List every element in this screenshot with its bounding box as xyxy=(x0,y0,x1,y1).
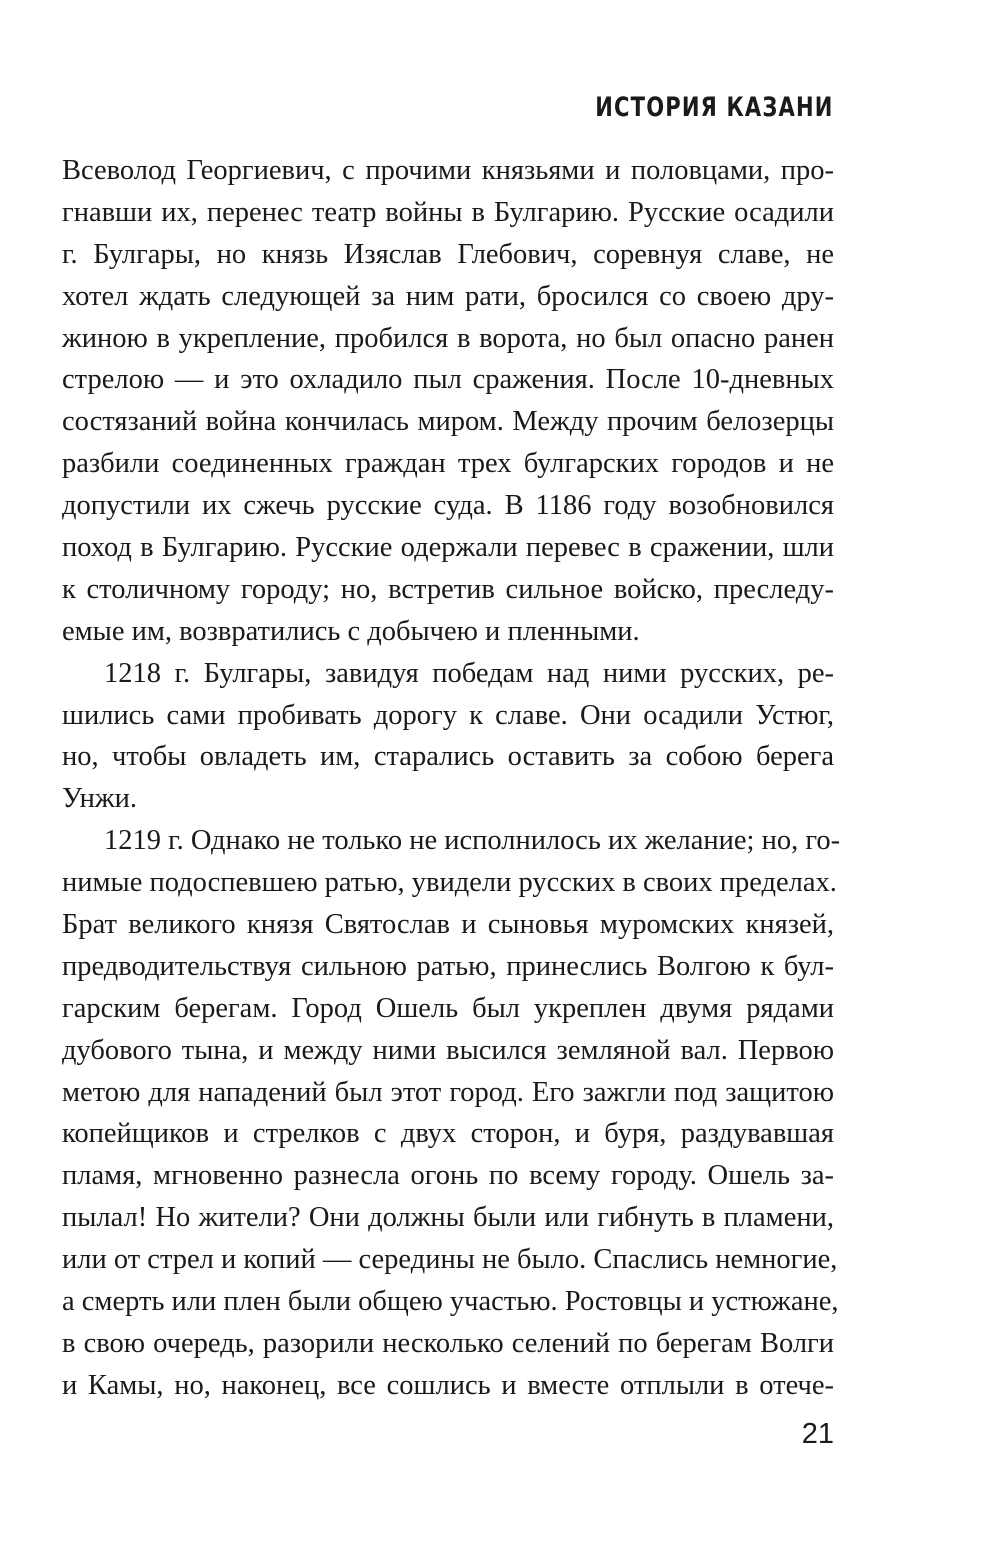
text-line: в свою очередь, разорили несколько селений по берегам Волги xyxy=(62,1327,834,1359)
text-line: разбили соединенных граждан трех булгарских городов и не xyxy=(62,448,834,480)
text-line: Унжи. xyxy=(62,783,137,815)
text-line: метою для нападений был этот город. Его зажгли под защитою xyxy=(62,1076,834,1108)
text-line: к столичному городу; но, встретив сильное войско, преследу- xyxy=(62,573,834,605)
text-line: хотел ждать следующей за ним рати, бросился со своею дру- xyxy=(62,280,834,312)
text-line: г. Булгары, но князь Изяслав Глебович, соревнуя славе, не xyxy=(62,238,834,270)
text-line: гнавши их, перенес театр войны в Булгарию. Русские осадили xyxy=(62,196,834,228)
text-line: допустили их сжечь русские суда. В 1186 году возобновился xyxy=(62,490,834,522)
paragraph xyxy=(62,653,834,821)
paragraph xyxy=(62,820,841,1406)
text-line: гарским берегам. Город Ошель был укреплен двумя рядами xyxy=(62,992,834,1024)
text-line: 1219 г. Однако не только не исполнилось их желание; но, го- xyxy=(104,825,841,857)
text-line: состязаний война кончилась миром. Между прочим белозерцы xyxy=(62,406,834,438)
text-line: шились сами пробивать дорогу к славе. Они осадили Устюг, xyxy=(62,699,834,731)
text-line: копейщиков и стрелков с двух сторон, и буря, раздувавшая xyxy=(62,1118,834,1150)
text-line: Брат великого князя Святослав и сыновья муромских князей, xyxy=(62,909,834,941)
text-line: но, чтобы овладеть им, старались оставить за собою берега xyxy=(62,741,834,773)
page-number: 21 xyxy=(801,1418,834,1450)
text-line: емые им, возвратились с добычею и пленными. xyxy=(62,615,640,647)
text-line: стрелою — и это охладило пыл сражения. После 10-дневных xyxy=(62,364,834,396)
text-line: пламя, мгновенно разнесла огонь по всему городу. Ошель за- xyxy=(62,1160,834,1192)
text-line: жиною в укрепление, пробился в ворота, но был опасно ранен xyxy=(62,322,834,354)
body-text xyxy=(62,150,841,1407)
text-line: или от стрел и копий — середины не было. Спаслись немногие, xyxy=(62,1244,838,1276)
text-line: пылал! Но жители? Они должны были или гибнуть в пламени, xyxy=(62,1202,834,1234)
running-head: ИСТОРИЯ КАЗАНИ xyxy=(595,92,834,123)
text-line: Всеволод Георгиевич, с прочими князьями и половцами, про- xyxy=(62,155,834,186)
text-line: 1218 г. Булгары, завидуя победам над ними русских, ре- xyxy=(104,657,834,689)
text-line: дубового тына, и между ними высился земляной вал. Первою xyxy=(62,1034,834,1066)
text-line: предводительствуя сильною ратью, принеслись Волгою к бул- xyxy=(62,950,834,982)
text-line: а смерть или плен были общею участью. Ростовцы и устюжане, xyxy=(62,1286,839,1318)
text-line: и Камы, но, наконец, все сошлись и вместе отплыли в отече- xyxy=(62,1369,834,1401)
text-line: поход в Булгарию. Русские одержали перевес в сражении, шли xyxy=(62,532,834,564)
text-line: нимые подоспевшею ратью, увидели русских в своих пределах. xyxy=(62,867,837,899)
paragraph xyxy=(62,150,834,653)
